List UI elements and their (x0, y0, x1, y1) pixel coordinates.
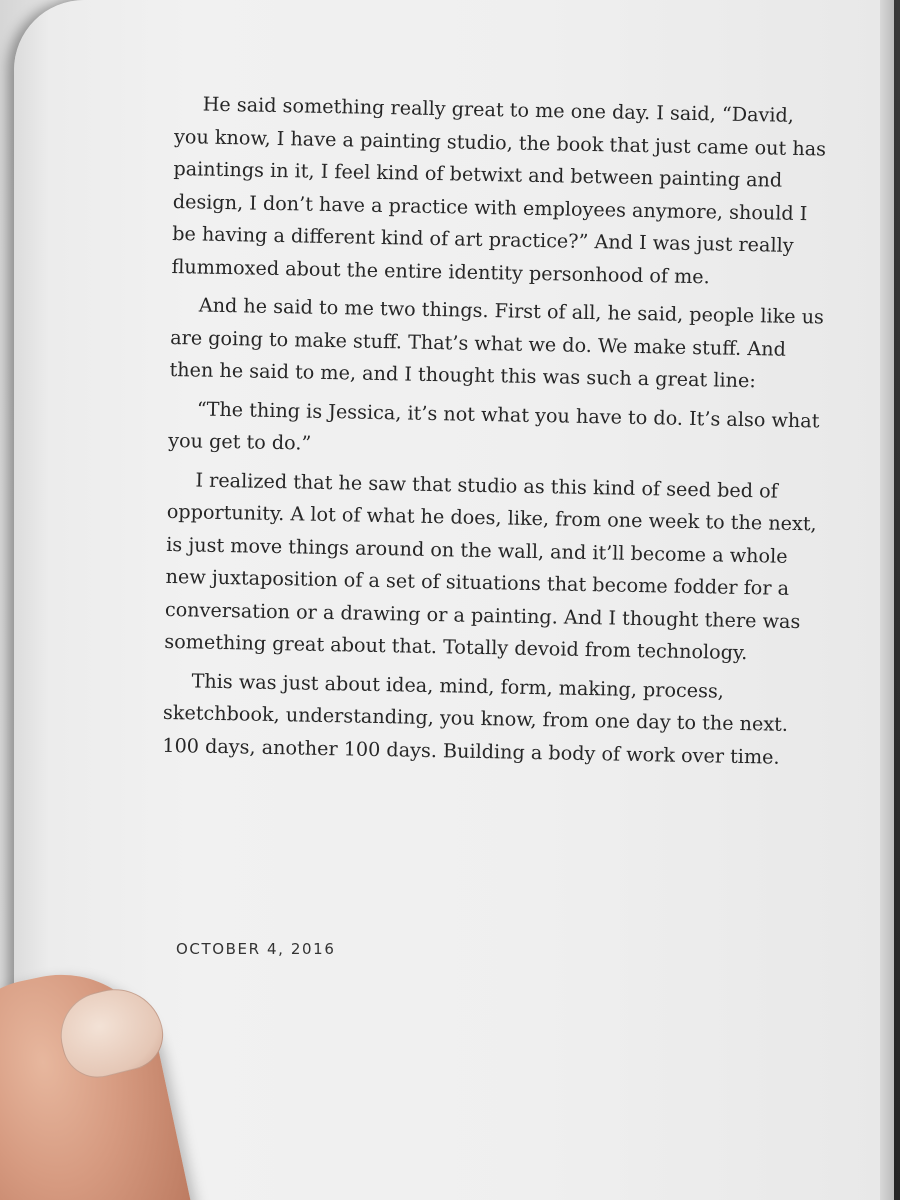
paragraph-1: He said something really great to me one day. I said, “David, you know, I have a painting studio, the book that just came out has paintings in it, I feel kind of betwixt and between painting and design, I don’t have a practice with employees anymore, should I be having a different kind of art practice?” And I was just really flummoxed about the entire identity personhood of me. (171, 92, 827, 288)
paragraph-2: And he said to me two things. First of all, he said, people like us are going to make stuff. That’s what we do. We make stuff. And then he said to me, and I thought this was such a great line: (169, 293, 825, 393)
date-label: OCTOBER 4, 2016 (176, 940, 336, 958)
paragraph-4: I realized that he saw that studio as this kind of seed bed of opportunity. A lot of what he does, like, from one week to the next, is just move things around on the wall, and it’ll become a whole new juxtaposition of a set of situations that become fodder for a conversation or a drawing or a painting. And I thought there was something great about that. Totally devoid from technology. (164, 467, 817, 665)
paragraph-3-quote: “The thing is Jessica, it’s not what you have to do. It’s also what you get to do.” (168, 396, 820, 455)
paragraph-5: This was just about idea, mind, form, making, process, sketchbook, understanding, you know, from one day to the next. 100 days, another 100 days. Building a body of work over time. (162, 668, 789, 769)
page-text (162, 88, 835, 781)
page-edge (880, 0, 894, 1200)
